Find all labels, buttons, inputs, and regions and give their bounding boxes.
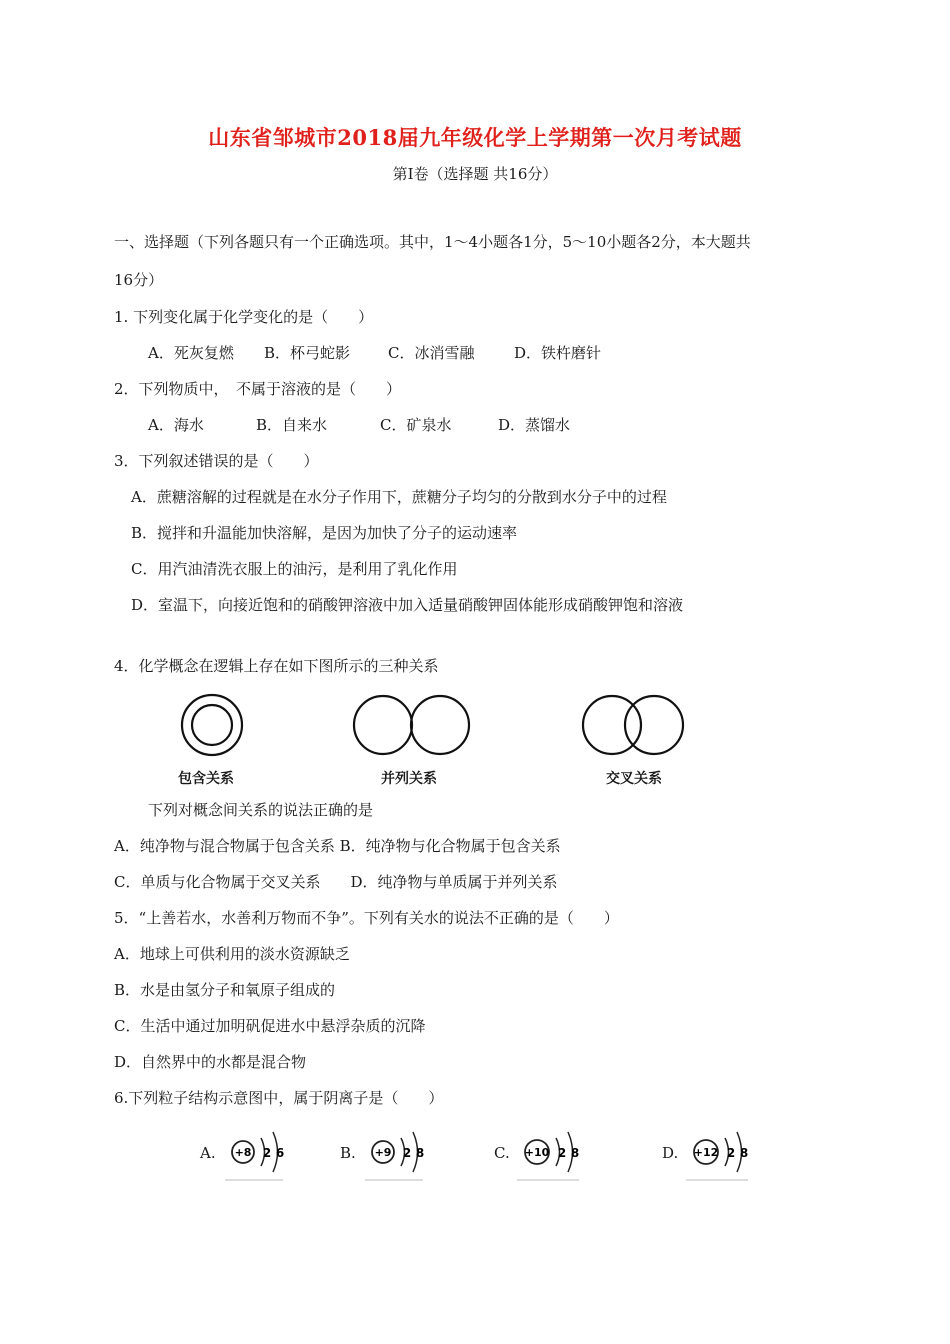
q2-option-b: B．自来水 <box>256 416 328 434</box>
atom-d-nucleus-charge: +12 <box>693 1146 719 1159</box>
atom-c-shell2-count: 8 <box>570 1146 580 1160</box>
q1-option-b: B．杯弓蛇影 <box>264 344 351 362</box>
q2-option-a: A．海水 <box>148 416 204 434</box>
q2-option-d: D．蒸馏水 <box>498 416 571 434</box>
question-4-stem: 4．化学概念在逻辑上存在如下图所示的三种关系 <box>114 657 439 675</box>
q3-option-b: B．搅拌和升温能加快溶解，是因为加快了分子的运动速率 <box>131 524 518 542</box>
q3-option-c: C．用汽油清洗衣服上的油污，是利用了乳化作用 <box>131 560 458 578</box>
q2-option-c: C．矿泉水 <box>380 416 452 434</box>
atom-d-shell1-count: 2 <box>726 1146 736 1160</box>
atom-b-diagram <box>365 1122 427 1184</box>
question-3-stem: 3．下列叙述错误的是（ ） <box>114 452 319 470</box>
atom-c-diagram <box>517 1122 583 1184</box>
q5-option-d: D．自然界中的水都是混合物 <box>114 1053 307 1071</box>
section-instructions-line1: 一、选择题（下列各题只有一个正确选项。其中，1～4小题各1分，5～10小题各2分，本大题共 <box>114 233 751 251</box>
intersection-relation-figure <box>583 696 683 754</box>
atom-b-label: B. <box>340 1144 356 1162</box>
section-subtitle: 第Ⅰ卷（选择题 共16分） <box>392 165 558 183</box>
atom-d-diagram <box>686 1122 752 1184</box>
question-4-prompt: 下列对概念间关系的说法正确的是 <box>148 801 374 819</box>
inclusion-relation-label: 包含关系 <box>178 771 234 787</box>
atom-d-shell2-count: 8 <box>739 1146 749 1160</box>
page-title: 山东省邹城市2018届九年级化学上学期第一次月考试题 <box>208 125 742 150</box>
section-instructions-line2: 16分） <box>114 271 164 289</box>
q5-option-b: B．水是由氢分子和氧原子组成的 <box>114 981 336 999</box>
q5-option-a: A．地球上可供利用的淡水资源缺乏 <box>114 945 350 963</box>
question-1-stem: 1. 下列变化属于化学变化的是（ ） <box>114 308 374 326</box>
q1-option-c: C．冰消雪融 <box>388 344 475 362</box>
q1-option-d: D．铁杵磨针 <box>514 344 602 362</box>
atom-a-label: A. <box>200 1144 216 1162</box>
q4-options-line2: C．单质与化合物属于交叉关系 D．纯净物与单质属于并列关系 <box>114 873 558 891</box>
intersection-relation-label: 交叉关系 <box>606 771 662 787</box>
question-6-stem: 6.下列粒子结构示意图中，属于阴离子是（ ） <box>114 1089 444 1107</box>
atom-a-nucleus-charge: +8 <box>234 1146 252 1159</box>
atom-b-shell1-count: 2 <box>402 1146 412 1160</box>
inclusion-relation-figure <box>182 695 242 755</box>
atom-a-shell2-count: 6 <box>275 1146 285 1160</box>
atom-c-nucleus-charge: +10 <box>524 1146 550 1159</box>
q4-options-line1: A．纯净物与混合物属于包含关系 B．纯净物与化合物属于包含关系 <box>114 837 561 855</box>
q1-option-a: A．死灰复燃 <box>148 344 234 362</box>
q5-option-c: C．生活中通过加明矾促进水中悬浮杂质的沉降 <box>114 1017 426 1035</box>
q3-option-a: A．蔗糖溶解的过程就是在水分子作用下，蔗糖分子均匀的分散到水分子中的过程 <box>131 488 667 506</box>
atom-a-shell1-count: 2 <box>262 1146 272 1160</box>
atom-c-shell1-count: 2 <box>557 1146 567 1160</box>
atom-d-label: D. <box>662 1144 679 1162</box>
atom-b-shell2-count: 8 <box>415 1146 425 1160</box>
atom-a-diagram <box>225 1122 287 1184</box>
atom-c-label: C. <box>494 1144 510 1162</box>
question-5-stem: 5．“上善若水，水善利万物而不争”。下列有关水的说法不正确的是（ ） <box>114 909 619 927</box>
atom-b-nucleus-charge: +9 <box>374 1146 392 1159</box>
parallel-relation-figure <box>354 696 469 754</box>
q3-option-d: D．室温下，向接近饱和的硝酸钾溶液中加入适量硝酸钾固体能形成硝酸钾饱和溶液 <box>131 596 684 614</box>
question-2-stem: 2．下列物质中， 不属于溶液的是（ ） <box>114 380 402 398</box>
parallel-relation-label: 并列关系 <box>381 771 437 787</box>
